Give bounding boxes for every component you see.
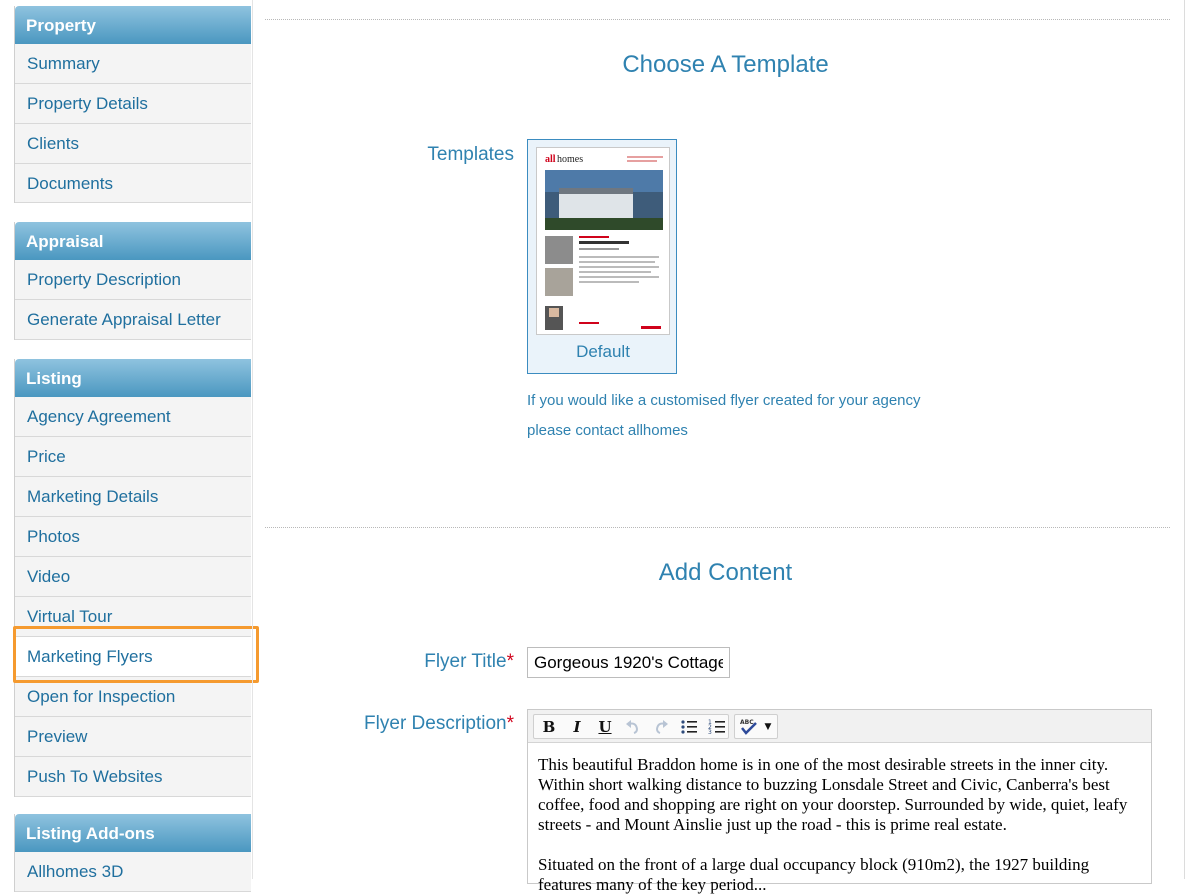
flyer-title-label-text: Flyer Title bbox=[424, 651, 507, 672]
sidebar-item-property-description[interactable]: Property Description bbox=[15, 260, 251, 300]
sidebar-section-header: Listing Add-ons bbox=[15, 814, 251, 852]
sidebar-item-video[interactable]: Video bbox=[15, 557, 251, 597]
numbered-list-icon[interactable] bbox=[706, 717, 728, 737]
sidebar-section-header: Listing bbox=[15, 359, 251, 397]
sidebar-section-listing bbox=[14, 359, 251, 797]
section-divider bbox=[265, 527, 1170, 528]
scrollbar-track[interactable] bbox=[1184, 0, 1185, 879]
sidebar-item-price[interactable]: Price bbox=[15, 437, 251, 477]
italic-button[interactable]: I bbox=[573, 718, 581, 736]
bullet-list-icon[interactable] bbox=[678, 717, 700, 737]
description-paragraph: This beautiful Braddon home is in one of the most desirable streets in the inner city. Within short walking distance to buzzing Lonsdale Street and Civic, Canberra's best coffee, food and shopping are right on your doorstep. Surrounded by wide, quiet, leafy streets - and Mount Ainslie just up the road - this is prime real estate. bbox=[538, 755, 1128, 834]
sidebar-section-listing-addons bbox=[14, 814, 251, 892]
choose-template-heading: Choose A Template bbox=[622, 51, 829, 78]
chevron-down-icon[interactable]: ▼ bbox=[764, 722, 772, 732]
flyer-description-label-text: Flyer Description bbox=[364, 713, 507, 734]
flyer-description-editor[interactable] bbox=[527, 709, 1152, 894]
undo-icon[interactable] bbox=[622, 717, 644, 737]
template-name: Default bbox=[576, 342, 630, 361]
spellcheck-button-group bbox=[734, 714, 778, 739]
sidebar-item-allhomes-3d[interactable]: Allhomes 3D bbox=[15, 852, 251, 892]
sidebar-item-summary[interactable]: Summary bbox=[15, 44, 251, 84]
sidebar-section-property bbox=[14, 6, 251, 203]
sidebar-item-marketing-flyers[interactable]: Marketing Flyers bbox=[15, 637, 251, 677]
custom-flyer-note-line1: If you would like a customised flyer created for your agency bbox=[527, 392, 921, 409]
spellcheck-text: ABC bbox=[740, 719, 754, 726]
main-content bbox=[252, 0, 1197, 894]
sidebar-item-marketing-details[interactable]: Marketing Details bbox=[15, 477, 251, 517]
underline-button[interactable]: U bbox=[598, 718, 612, 736]
redo-icon[interactable] bbox=[650, 717, 672, 737]
section-divider bbox=[265, 19, 1170, 20]
sidebar-item-virtual-tour[interactable]: Virtual Tour bbox=[15, 597, 251, 637]
svg-text:homes: homes bbox=[557, 154, 584, 165]
templates-label: Templates bbox=[427, 144, 514, 165]
svg-text:all: all bbox=[545, 154, 556, 165]
flyer-title-label bbox=[253, 651, 514, 673]
sidebar-item-clients[interactable]: Clients bbox=[15, 124, 251, 164]
template-card-default[interactable] bbox=[527, 139, 677, 374]
sidebar bbox=[0, 0, 251, 879]
svg-text:3: 3 bbox=[708, 729, 712, 736]
sidebar-item-preview[interactable]: Preview bbox=[15, 717, 251, 757]
bold-button[interactable]: B bbox=[542, 718, 556, 736]
editor-toolbar bbox=[528, 710, 1151, 743]
formatting-button-group bbox=[533, 714, 729, 739]
flyer-title-input[interactable] bbox=[527, 647, 730, 678]
sidebar-item-open-for-inspection[interactable]: Open for Inspection bbox=[15, 677, 251, 717]
add-content-heading: Add Content bbox=[658, 559, 793, 586]
required-mark: * bbox=[506, 651, 514, 672]
editor-content[interactable] bbox=[528, 743, 1151, 895]
flyer-description-label bbox=[253, 713, 514, 735]
required-mark: * bbox=[506, 713, 514, 734]
custom-flyer-note-line2: please contact allhomes bbox=[527, 422, 688, 439]
sidebar-section-appraisal bbox=[14, 222, 251, 340]
svg-text:1: 1 bbox=[708, 719, 712, 726]
sidebar-item-photos[interactable]: Photos bbox=[15, 517, 251, 557]
description-paragraph: Situated on the front of a large dual occupancy block (910m2), the 1927 building features many of the key period... bbox=[538, 855, 1090, 894]
sidebar-item-generate-appraisal-letter[interactable]: Generate Appraisal Letter bbox=[15, 300, 251, 340]
sidebar-item-property-details[interactable]: Property Details bbox=[15, 84, 251, 124]
spellcheck-icon[interactable] bbox=[737, 717, 761, 737]
sidebar-item-agency-agreement[interactable]: Agency Agreement bbox=[15, 397, 251, 437]
sidebar-item-documents[interactable]: Documents bbox=[15, 164, 251, 203]
template-preview-thumbnail bbox=[536, 147, 670, 335]
sidebar-section-header: Appraisal bbox=[15, 222, 251, 260]
sidebar-section-header: Property bbox=[15, 6, 251, 44]
svg-text:2: 2 bbox=[708, 724, 712, 731]
sidebar-item-push-to-websites[interactable]: Push To Websites bbox=[15, 757, 251, 797]
